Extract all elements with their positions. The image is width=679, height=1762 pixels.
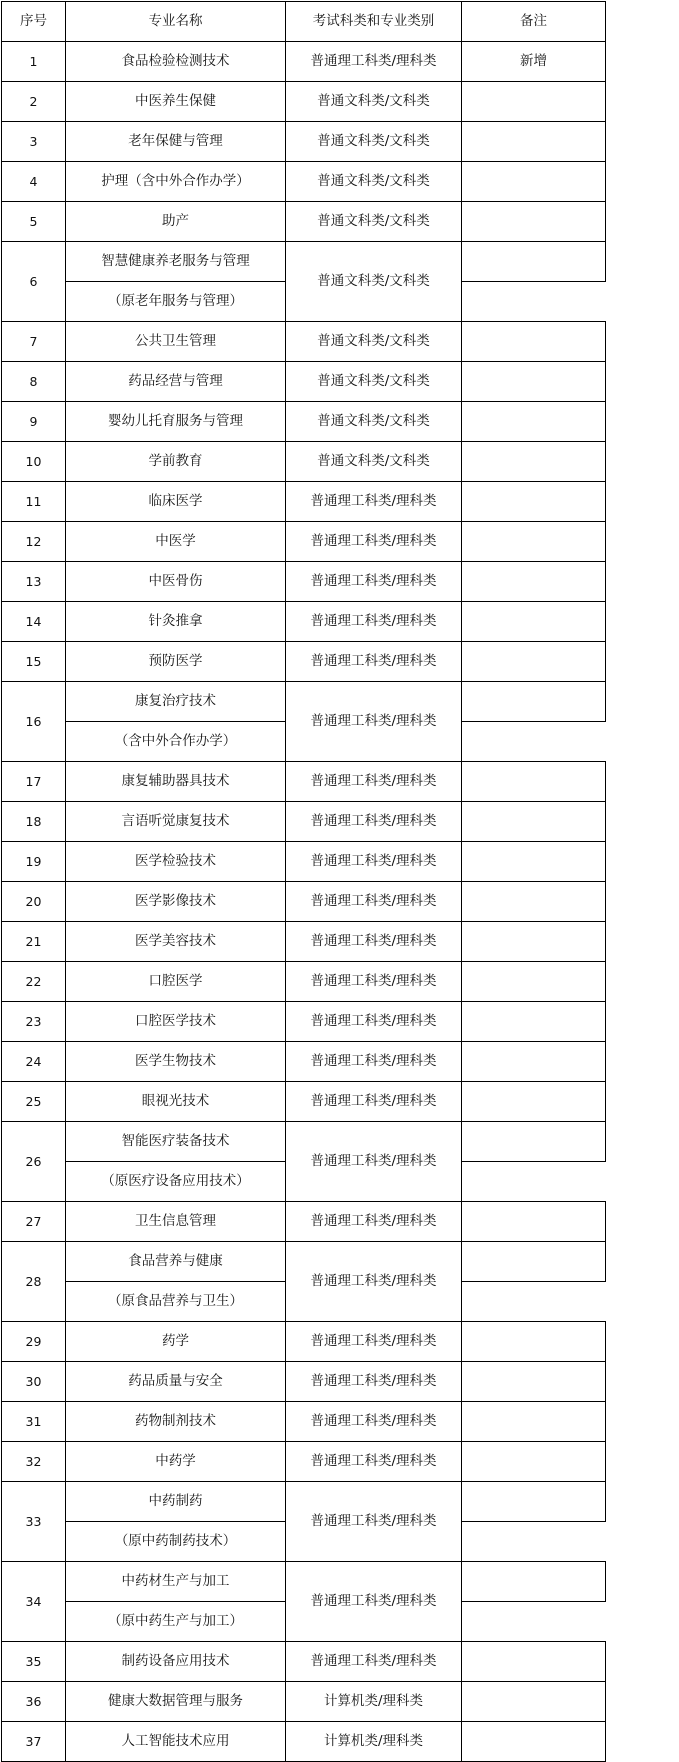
cell-category: 普通理工科类/理科类 bbox=[286, 1042, 462, 1082]
cell-index: 12 bbox=[2, 522, 66, 562]
cell-major-name: （原老年服务与管理） bbox=[66, 282, 286, 322]
cell-index: 1 bbox=[2, 42, 66, 82]
cell-note bbox=[462, 1482, 606, 1522]
cell-index: 8 bbox=[2, 362, 66, 402]
cell-note bbox=[462, 482, 606, 522]
cell-major-name: 言语听觉康复技术 bbox=[66, 802, 286, 842]
cell-note bbox=[462, 522, 606, 562]
cell-index: 25 bbox=[2, 1082, 66, 1122]
cell-note bbox=[462, 162, 606, 202]
cell-note bbox=[462, 362, 606, 402]
cell-index: 19 bbox=[2, 842, 66, 882]
cell-index: 27 bbox=[2, 1202, 66, 1242]
cell-major-name: 临床医学 bbox=[66, 482, 286, 522]
cell-index: 32 bbox=[2, 1442, 66, 1482]
cell-note: 新增 bbox=[462, 42, 606, 82]
cell-category: 普通文科类/文科类 bbox=[286, 242, 462, 322]
cell-index: 7 bbox=[2, 322, 66, 362]
cell-category: 普通文科类/文科类 bbox=[286, 162, 462, 202]
cell-major-name: 康复治疗技术 bbox=[66, 682, 286, 722]
cell-index: 30 bbox=[2, 1362, 66, 1402]
cell-note bbox=[462, 402, 606, 442]
cell-note bbox=[462, 1122, 606, 1162]
cell-major-name: 口腔医学技术 bbox=[66, 1002, 286, 1042]
cell-category: 普通理工科类/理科类 bbox=[286, 842, 462, 882]
cell-note bbox=[462, 122, 606, 162]
cell-note bbox=[462, 962, 606, 1002]
cell-major-name: 眼视光技术 bbox=[66, 1082, 286, 1122]
cell-index: 22 bbox=[2, 962, 66, 1002]
cell-major-name: 康复辅助器具技术 bbox=[66, 762, 286, 802]
cell-note bbox=[462, 762, 606, 802]
cell-major-name: （含中外合作办学） bbox=[66, 722, 286, 762]
cell-index: 13 bbox=[2, 562, 66, 602]
table-row bbox=[2, 1082, 606, 1122]
cell-major-name: 食品检验检测技术 bbox=[66, 42, 286, 82]
cell-index: 17 bbox=[2, 762, 66, 802]
cell-note bbox=[462, 1442, 606, 1482]
cell-category: 普通理工科类/理科类 bbox=[286, 562, 462, 602]
cell-index: 23 bbox=[2, 1002, 66, 1042]
cell-major-name: 口腔医学 bbox=[66, 962, 286, 1002]
header-note: 备注 bbox=[462, 2, 606, 42]
cell-note bbox=[462, 1202, 606, 1242]
cell-category: 普通理工科类/理科类 bbox=[286, 42, 462, 82]
cell-note bbox=[462, 1682, 606, 1722]
cell-note bbox=[462, 802, 606, 842]
table-row bbox=[2, 682, 606, 722]
table-row bbox=[2, 762, 606, 802]
cell-category: 普通文科类/文科类 bbox=[286, 442, 462, 482]
cell-category: 普通理工科类/理科类 bbox=[286, 522, 462, 562]
table-row bbox=[2, 842, 606, 882]
cell-category: 普通理工科类/理科类 bbox=[286, 602, 462, 642]
cell-category: 普通文科类/文科类 bbox=[286, 202, 462, 242]
cell-index: 21 bbox=[2, 922, 66, 962]
cell-category: 普通理工科类/理科类 bbox=[286, 682, 462, 762]
cell-note bbox=[462, 922, 606, 962]
cell-note bbox=[462, 322, 606, 362]
cell-note bbox=[462, 1322, 606, 1362]
table-row bbox=[2, 1642, 606, 1682]
table-row bbox=[2, 362, 606, 402]
cell-category: 普通理工科类/理科类 bbox=[286, 482, 462, 522]
cell-category: 普通理工科类/理科类 bbox=[286, 762, 462, 802]
cell-major-name: 针灸推拿 bbox=[66, 602, 286, 642]
cell-category: 普通理工科类/理科类 bbox=[286, 1322, 462, 1362]
header-index: 序号 bbox=[2, 2, 66, 42]
cell-category: 计算机类/理科类 bbox=[286, 1682, 462, 1722]
cell-category: 计算机类/理科类 bbox=[286, 1722, 462, 1762]
cell-index: 29 bbox=[2, 1322, 66, 1362]
cell-major-name: （原中药生产与加工） bbox=[66, 1602, 286, 1642]
cell-note bbox=[462, 562, 606, 602]
cell-category: 普通文科类/文科类 bbox=[286, 122, 462, 162]
cell-index: 37 bbox=[2, 1722, 66, 1762]
cell-major-name: 中医养生保健 bbox=[66, 82, 286, 122]
cell-category: 普通理工科类/理科类 bbox=[286, 1402, 462, 1442]
cell-major-name: 中药制药 bbox=[66, 1482, 286, 1522]
cell-major-name: 预防医学 bbox=[66, 642, 286, 682]
cell-note bbox=[462, 1722, 606, 1762]
cell-major-name: （原食品营养与卫生） bbox=[66, 1282, 286, 1322]
cell-major-name: 中医骨伤 bbox=[66, 562, 286, 602]
cell-category: 普通理工科类/理科类 bbox=[286, 922, 462, 962]
cell-note bbox=[462, 1562, 606, 1602]
cell-index: 15 bbox=[2, 642, 66, 682]
cell-category: 普通理工科类/理科类 bbox=[286, 882, 462, 922]
cell-note bbox=[462, 202, 606, 242]
table-body bbox=[2, 42, 606, 1762]
table-row bbox=[2, 802, 606, 842]
cell-category: 普通理工科类/理科类 bbox=[286, 1362, 462, 1402]
cell-index: 20 bbox=[2, 882, 66, 922]
cell-index: 36 bbox=[2, 1682, 66, 1722]
cell-major-name: 中药学 bbox=[66, 1442, 286, 1482]
cell-category: 普通文科类/文科类 bbox=[286, 362, 462, 402]
table-row bbox=[2, 642, 606, 682]
cell-index: 10 bbox=[2, 442, 66, 482]
cell-major-name: 中药材生产与加工 bbox=[66, 1562, 286, 1602]
cell-major-name: 医学美容技术 bbox=[66, 922, 286, 962]
cell-major-name: 健康大数据管理与服务 bbox=[66, 1682, 286, 1722]
table-row bbox=[2, 402, 606, 442]
table-row bbox=[2, 242, 606, 282]
table-header-row bbox=[2, 2, 606, 42]
table-row bbox=[2, 1442, 606, 1482]
table-row bbox=[2, 1362, 606, 1402]
cell-major-name: 中医学 bbox=[66, 522, 286, 562]
cell-major-name: 智慧健康养老服务与管理 bbox=[66, 242, 286, 282]
cell-note bbox=[462, 1362, 606, 1402]
table-row bbox=[2, 522, 606, 562]
cell-note bbox=[462, 442, 606, 482]
table-row bbox=[2, 122, 606, 162]
cell-major-name: 人工智能技术应用 bbox=[66, 1722, 286, 1762]
table-row bbox=[2, 1562, 606, 1602]
cell-category: 普通理工科类/理科类 bbox=[286, 1642, 462, 1682]
table-row bbox=[2, 962, 606, 1002]
header-category: 考试科类和专业类别 bbox=[286, 2, 462, 42]
table-row bbox=[2, 82, 606, 122]
table-row bbox=[2, 1242, 606, 1282]
cell-category: 普通理工科类/理科类 bbox=[286, 1202, 462, 1242]
cell-major-name: 智能医疗装备技术 bbox=[66, 1122, 286, 1162]
table-row bbox=[2, 1002, 606, 1042]
header-major: 专业名称 bbox=[66, 2, 286, 42]
cell-index: 4 bbox=[2, 162, 66, 202]
cell-category: 普通理工科类/理科类 bbox=[286, 1442, 462, 1482]
cell-major-name: 医学影像技术 bbox=[66, 882, 286, 922]
table-row bbox=[2, 1402, 606, 1442]
cell-major-name: 卫生信息管理 bbox=[66, 1202, 286, 1242]
table-row bbox=[2, 1122, 606, 1162]
table-row bbox=[2, 1682, 606, 1722]
cell-index: 14 bbox=[2, 602, 66, 642]
cell-index: 24 bbox=[2, 1042, 66, 1082]
table-row bbox=[2, 1322, 606, 1362]
cell-category: 普通理工科类/理科类 bbox=[286, 642, 462, 682]
cell-note bbox=[462, 1402, 606, 1442]
cell-category: 普通理工科类/理科类 bbox=[286, 802, 462, 842]
cell-major-name: 学前教育 bbox=[66, 442, 286, 482]
cell-category: 普通理工科类/理科类 bbox=[286, 1562, 462, 1642]
cell-major-name: 药学 bbox=[66, 1322, 286, 1362]
cell-index: 6 bbox=[2, 242, 66, 322]
cell-category: 普通理工科类/理科类 bbox=[286, 1242, 462, 1322]
cell-major-name: （原医疗设备应用技术） bbox=[66, 1162, 286, 1202]
cell-major-name: 食品营养与健康 bbox=[66, 1242, 286, 1282]
table-row bbox=[2, 882, 606, 922]
cell-index: 34 bbox=[2, 1562, 66, 1642]
cell-index: 3 bbox=[2, 122, 66, 162]
table-row bbox=[2, 562, 606, 602]
table-row bbox=[2, 1202, 606, 1242]
cell-major-name: 婴幼儿托育服务与管理 bbox=[66, 402, 286, 442]
table-row bbox=[2, 202, 606, 242]
table-row bbox=[2, 482, 606, 522]
cell-note bbox=[462, 682, 606, 722]
cell-index: 26 bbox=[2, 1122, 66, 1202]
cell-index: 16 bbox=[2, 682, 66, 762]
cell-index: 2 bbox=[2, 82, 66, 122]
cell-index: 18 bbox=[2, 802, 66, 842]
cell-index: 35 bbox=[2, 1642, 66, 1682]
table-row bbox=[2, 1042, 606, 1082]
table-row bbox=[2, 162, 606, 202]
table-row bbox=[2, 1482, 606, 1522]
cell-category: 普通理工科类/理科类 bbox=[286, 1482, 462, 1562]
cell-major-name: 药物制剂技术 bbox=[66, 1402, 286, 1442]
cell-major-name: 药品经营与管理 bbox=[66, 362, 286, 402]
table-row bbox=[2, 602, 606, 642]
cell-major-name: 医学检验技术 bbox=[66, 842, 286, 882]
cell-major-name: 制药设备应用技术 bbox=[66, 1642, 286, 1682]
cell-note bbox=[462, 842, 606, 882]
cell-major-name: 药品质量与安全 bbox=[66, 1362, 286, 1402]
cell-note bbox=[462, 82, 606, 122]
cell-category: 普通理工科类/理科类 bbox=[286, 962, 462, 1002]
majors-table bbox=[1, 1, 606, 1762]
table-row bbox=[2, 922, 606, 962]
cell-major-name: 医学生物技术 bbox=[66, 1042, 286, 1082]
cell-category: 普通文科类/文科类 bbox=[286, 322, 462, 362]
table-row bbox=[2, 42, 606, 82]
cell-index: 9 bbox=[2, 402, 66, 442]
cell-major-name: 护理（含中外合作办学） bbox=[66, 162, 286, 202]
table-row bbox=[2, 442, 606, 482]
cell-note bbox=[462, 242, 606, 282]
cell-note bbox=[462, 1002, 606, 1042]
cell-note bbox=[462, 642, 606, 682]
cell-major-name: 公共卫生管理 bbox=[66, 322, 286, 362]
cell-major-name: 助产 bbox=[66, 202, 286, 242]
cell-category: 普通理工科类/理科类 bbox=[286, 1082, 462, 1122]
cell-category: 普通文科类/文科类 bbox=[286, 82, 462, 122]
cell-note bbox=[462, 1242, 606, 1282]
cell-index: 33 bbox=[2, 1482, 66, 1562]
cell-index: 11 bbox=[2, 482, 66, 522]
cell-note bbox=[462, 1082, 606, 1122]
cell-index: 28 bbox=[2, 1242, 66, 1322]
cell-category: 普通理工科类/理科类 bbox=[286, 1002, 462, 1042]
table-row bbox=[2, 322, 606, 362]
cell-note bbox=[462, 1642, 606, 1682]
cell-index: 5 bbox=[2, 202, 66, 242]
cell-note bbox=[462, 602, 606, 642]
cell-category: 普通文科类/文科类 bbox=[286, 402, 462, 442]
cell-major-name: （原中药制药技术） bbox=[66, 1522, 286, 1562]
cell-note bbox=[462, 1042, 606, 1082]
cell-note bbox=[462, 882, 606, 922]
table-row bbox=[2, 1722, 606, 1762]
cell-major-name: 老年保健与管理 bbox=[66, 122, 286, 162]
cell-index: 31 bbox=[2, 1402, 66, 1442]
cell-category: 普通理工科类/理科类 bbox=[286, 1122, 462, 1202]
